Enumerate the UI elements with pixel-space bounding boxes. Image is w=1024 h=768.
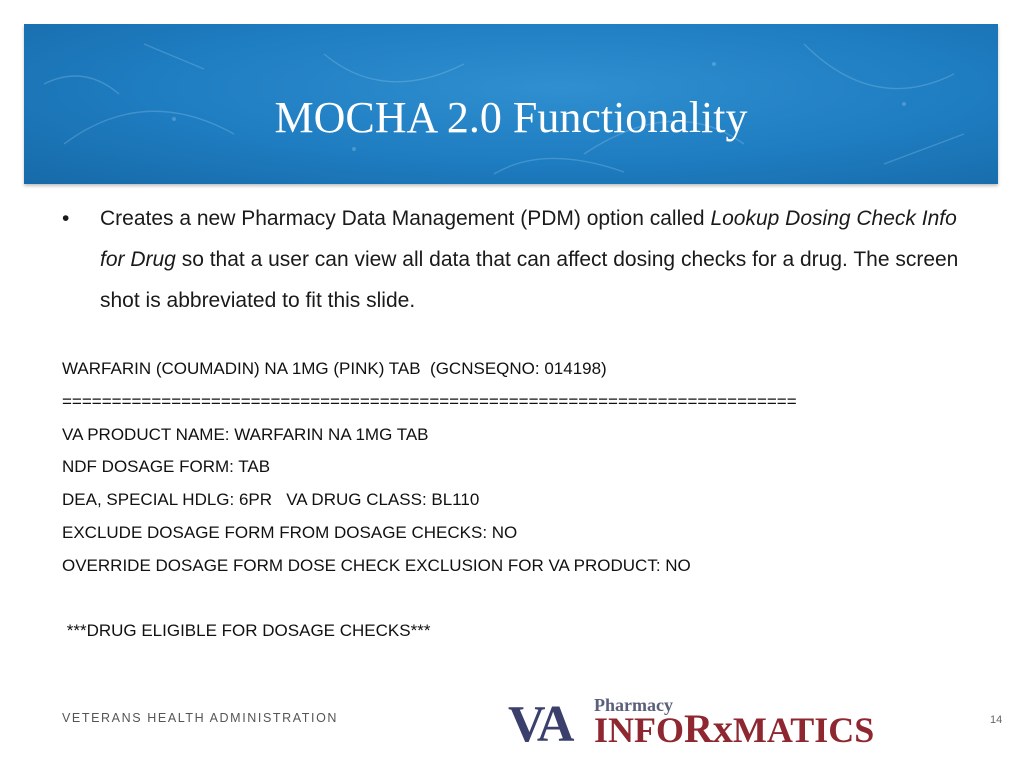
- bullet-text-before: Creates a new Pharmacy Data Management (PDM) option called: [100, 207, 711, 230]
- dea-drug-class-line: DEA, SPECIAL HDLG: 6PR VA DRUG CLASS: BL110: [62, 490, 480, 510]
- bullet-item: [62, 198, 962, 321]
- separator-line: ==========================================================================: [62, 391, 797, 411]
- bullet-text-after: so that a user can view all data that can affect dosing checks for a drug. The screen shot is abbreviated to fit this slide.: [100, 248, 959, 312]
- screen-shot-text: [62, 353, 962, 648]
- footer-organization: VETERANS HEALTH ADMINISTRATION: [62, 711, 339, 725]
- ndf-dosage-form-line: NDF DOSAGE FORM: TAB: [62, 457, 271, 477]
- exclude-dosage-form-line: EXCLUDE DOSAGE FORM FROM DOSAGE CHECKS: NO: [62, 522, 518, 542]
- option-name: Lookup Dosing Check Info for Drug: [100, 207, 957, 271]
- blank-line: [62, 583, 962, 616]
- pharmacy-informatics-logo: [508, 695, 900, 753]
- logo-pharmacy-text: Pharmacy: [594, 695, 673, 715]
- slide-title: MOCHA 2.0 Functionality: [274, 93, 748, 142]
- drug-header-line: WARFARIN (COUMADIN) NA 1MG (PINK) TAB (GCNSEQNO: 014198): [62, 359, 607, 378]
- bullet-text: [100, 198, 962, 321]
- page-number: 14: [990, 714, 1003, 726]
- title-banner: [24, 24, 998, 184]
- logo-rx-part: Rx: [684, 706, 733, 751]
- bullet-icon: •: [62, 207, 70, 230]
- eligibility-line: ***DRUG ELIGIBLE FOR DOSAGE CHECKS***: [62, 621, 431, 641]
- logo-matics-part: MATICS: [732, 710, 875, 750]
- logo-informatics-text: [594, 706, 875, 751]
- va-product-name-line: VA PRODUCT NAME: WARFARIN NA 1MG TAB: [62, 424, 429, 444]
- logo-va-text: VA: [508, 696, 573, 753]
- override-exclusion-line: OVERRIDE DOSAGE FORM DOSE CHECK EXCLUSION FOR VA PRODUCT: NO: [62, 555, 691, 575]
- logo-info-part: INFO: [594, 710, 684, 750]
